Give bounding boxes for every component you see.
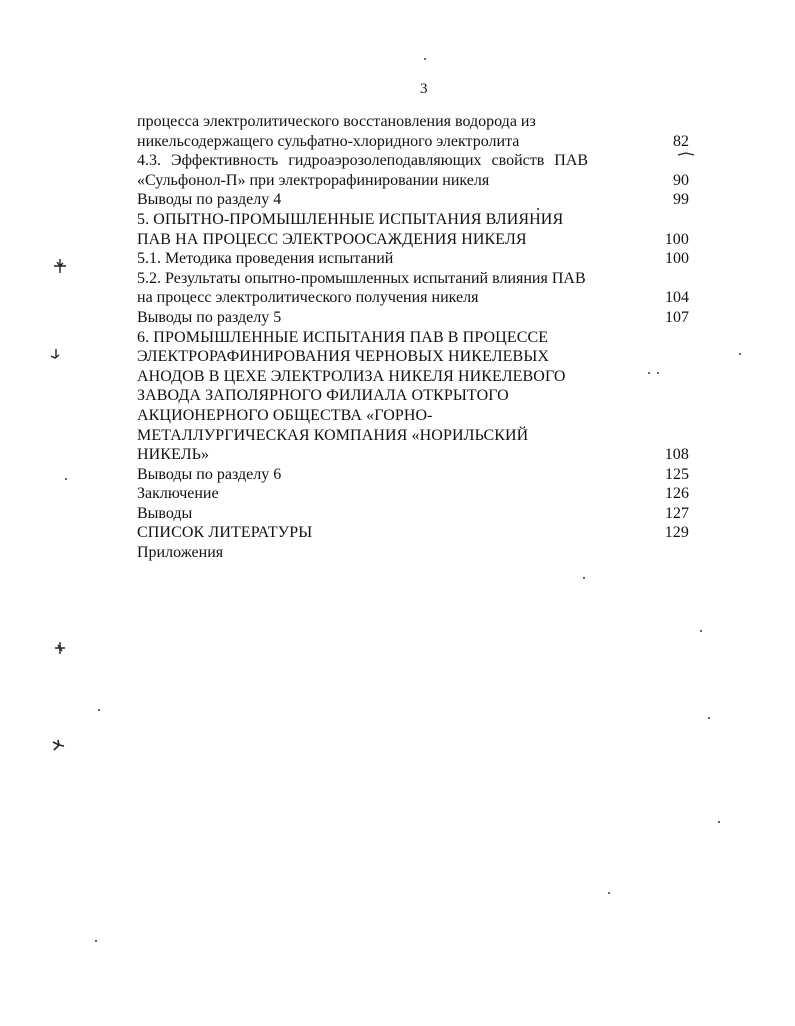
toc-entry-page: 126 bbox=[665, 485, 689, 503]
scan-dot bbox=[700, 630, 702, 632]
toc-entry-text: никельсодержащего сульфатно-хлоридного электролита bbox=[137, 132, 520, 150]
toc-line bbox=[137, 386, 697, 406]
toc-entry-page: 108 bbox=[664, 446, 689, 464]
toc-entry-text: на процесс электролитического получения никеля bbox=[137, 289, 479, 307]
toc-entry-text: МЕТАЛЛУРГИЧЕСКАЯ КОМПАНИЯ «НОРИЛЬСКИЙ bbox=[137, 426, 529, 444]
toc-line bbox=[137, 367, 697, 387]
toc-line bbox=[137, 328, 697, 348]
toc-line bbox=[137, 308, 697, 328]
scan-mark-icon bbox=[52, 640, 68, 656]
toc-line bbox=[137, 465, 697, 485]
scan-dot bbox=[95, 940, 97, 942]
toc-entry-text: Заключение bbox=[137, 485, 219, 503]
toc-line bbox=[137, 151, 697, 171]
toc-entry-text: 4.3. Эффективность гидроаэрозолеподавляющих свойств ПАВ bbox=[137, 152, 589, 170]
page-number: 3 bbox=[420, 81, 428, 97]
toc-line bbox=[137, 445, 697, 465]
scan-dot bbox=[98, 709, 100, 711]
scan-mark-icon bbox=[50, 737, 66, 753]
scan-dot bbox=[537, 208, 539, 210]
toc-entry-page: 100 bbox=[665, 250, 689, 268]
toc-line bbox=[137, 347, 697, 367]
toc-entry-text: Выводы bbox=[137, 504, 193, 522]
toc-entry-page: 90 bbox=[673, 171, 689, 189]
scan-dot bbox=[657, 372, 659, 374]
toc-line bbox=[137, 210, 697, 230]
scan-dot bbox=[65, 478, 67, 480]
toc-line bbox=[137, 426, 697, 446]
toc-entry-text: Приложения bbox=[137, 544, 224, 562]
toc-line bbox=[137, 523, 697, 543]
toc-line bbox=[137, 406, 697, 426]
scan-dot bbox=[708, 717, 710, 719]
toc-entry-text: ПАВ НА ПРОЦЕСС ЭЛЕКТРООСАЖДЕНИЯ НИКЕЛЯ bbox=[137, 230, 527, 248]
scan-dot bbox=[608, 892, 610, 894]
toc-entry-text: «Сульфонол-П» при электрорафинировании никеля bbox=[137, 171, 490, 189]
toc-entry-page: 99 bbox=[673, 191, 689, 209]
scan-dot bbox=[424, 58, 426, 60]
toc-entry-text: СПИСОК ЛИТЕРАТУРЫ bbox=[137, 524, 313, 542]
toc-entry-text: Выводы по разделу 4 bbox=[137, 191, 282, 209]
toc-line bbox=[137, 543, 697, 563]
toc-line bbox=[137, 288, 697, 308]
toc-entry-text: Выводы по разделу 5 bbox=[137, 308, 282, 326]
toc-entry-text: процесса электролитического восстановления водорода из bbox=[137, 113, 536, 130]
toc-entry-text: АКЦИОНЕРНОГО ОБЩЕСТВА «ГОРНО- bbox=[137, 406, 433, 424]
toc-line bbox=[137, 190, 697, 210]
table-of-contents bbox=[137, 112, 697, 563]
toc-entry-text: 5.2. Результаты опытно-промышленных испытаний влияния ПАВ bbox=[137, 269, 586, 287]
toc-entry-page: 107 bbox=[665, 308, 689, 326]
toc-line bbox=[137, 484, 697, 504]
toc-entry-text: 5.1. Методика проведения испытаний bbox=[137, 250, 394, 268]
toc-line bbox=[137, 230, 697, 250]
scan-mark-icon bbox=[676, 150, 696, 158]
scan-dot bbox=[648, 372, 650, 374]
toc-entry-text: Выводы по разделу 6 bbox=[137, 465, 282, 483]
scan-dot bbox=[583, 577, 585, 579]
toc-entry-page: 82 bbox=[673, 132, 689, 150]
toc-line bbox=[137, 112, 697, 132]
toc-entry-page: 127 bbox=[665, 504, 689, 522]
toc-entry-text: ЭЛЕКТРОРАФИНИРОВАНИЯ ЧЕРНОВЫХ НИКЕЛЕВЫХ bbox=[137, 348, 550, 366]
toc-entry-text: 6. ПРОМЫШЛЕННЫЕ ИСПЫТАНИЯ ПАВ В ПРОЦЕССЕ bbox=[137, 328, 549, 346]
toc-entry-text: АНОДОВ В ЦЕХЕ ЭЛЕКТРОЛИЗА НИКЕЛЯ НИКЕЛЕВОГО bbox=[137, 367, 566, 385]
toc-entry-text: ЗАВОДА ЗАПОЛЯРНОГО ФИЛИАЛА ОТКРЫТОГО bbox=[137, 387, 509, 405]
toc-line bbox=[137, 504, 697, 524]
toc-line bbox=[137, 249, 697, 269]
scan-mark-icon bbox=[52, 258, 68, 274]
toc-entry-page: 129 bbox=[664, 524, 689, 542]
toc-entry-page: 100 bbox=[664, 230, 689, 248]
scan-mark-icon bbox=[47, 346, 63, 362]
scan-dot bbox=[718, 821, 720, 823]
toc-line bbox=[137, 269, 697, 289]
scan-dot bbox=[739, 353, 741, 355]
toc-line bbox=[137, 132, 697, 152]
toc-entry-text: НИКЕЛЬ» bbox=[137, 446, 210, 464]
toc-entry-text: 5. ОПЫТНО-ПРОМЫШЛЕННЫЕ ИСПЫТАНИЯ ВЛИЯНИЯ bbox=[137, 210, 564, 228]
toc-line bbox=[137, 171, 697, 191]
toc-entry-page: 125 bbox=[665, 465, 689, 483]
toc-entry-page: 104 bbox=[665, 289, 689, 307]
